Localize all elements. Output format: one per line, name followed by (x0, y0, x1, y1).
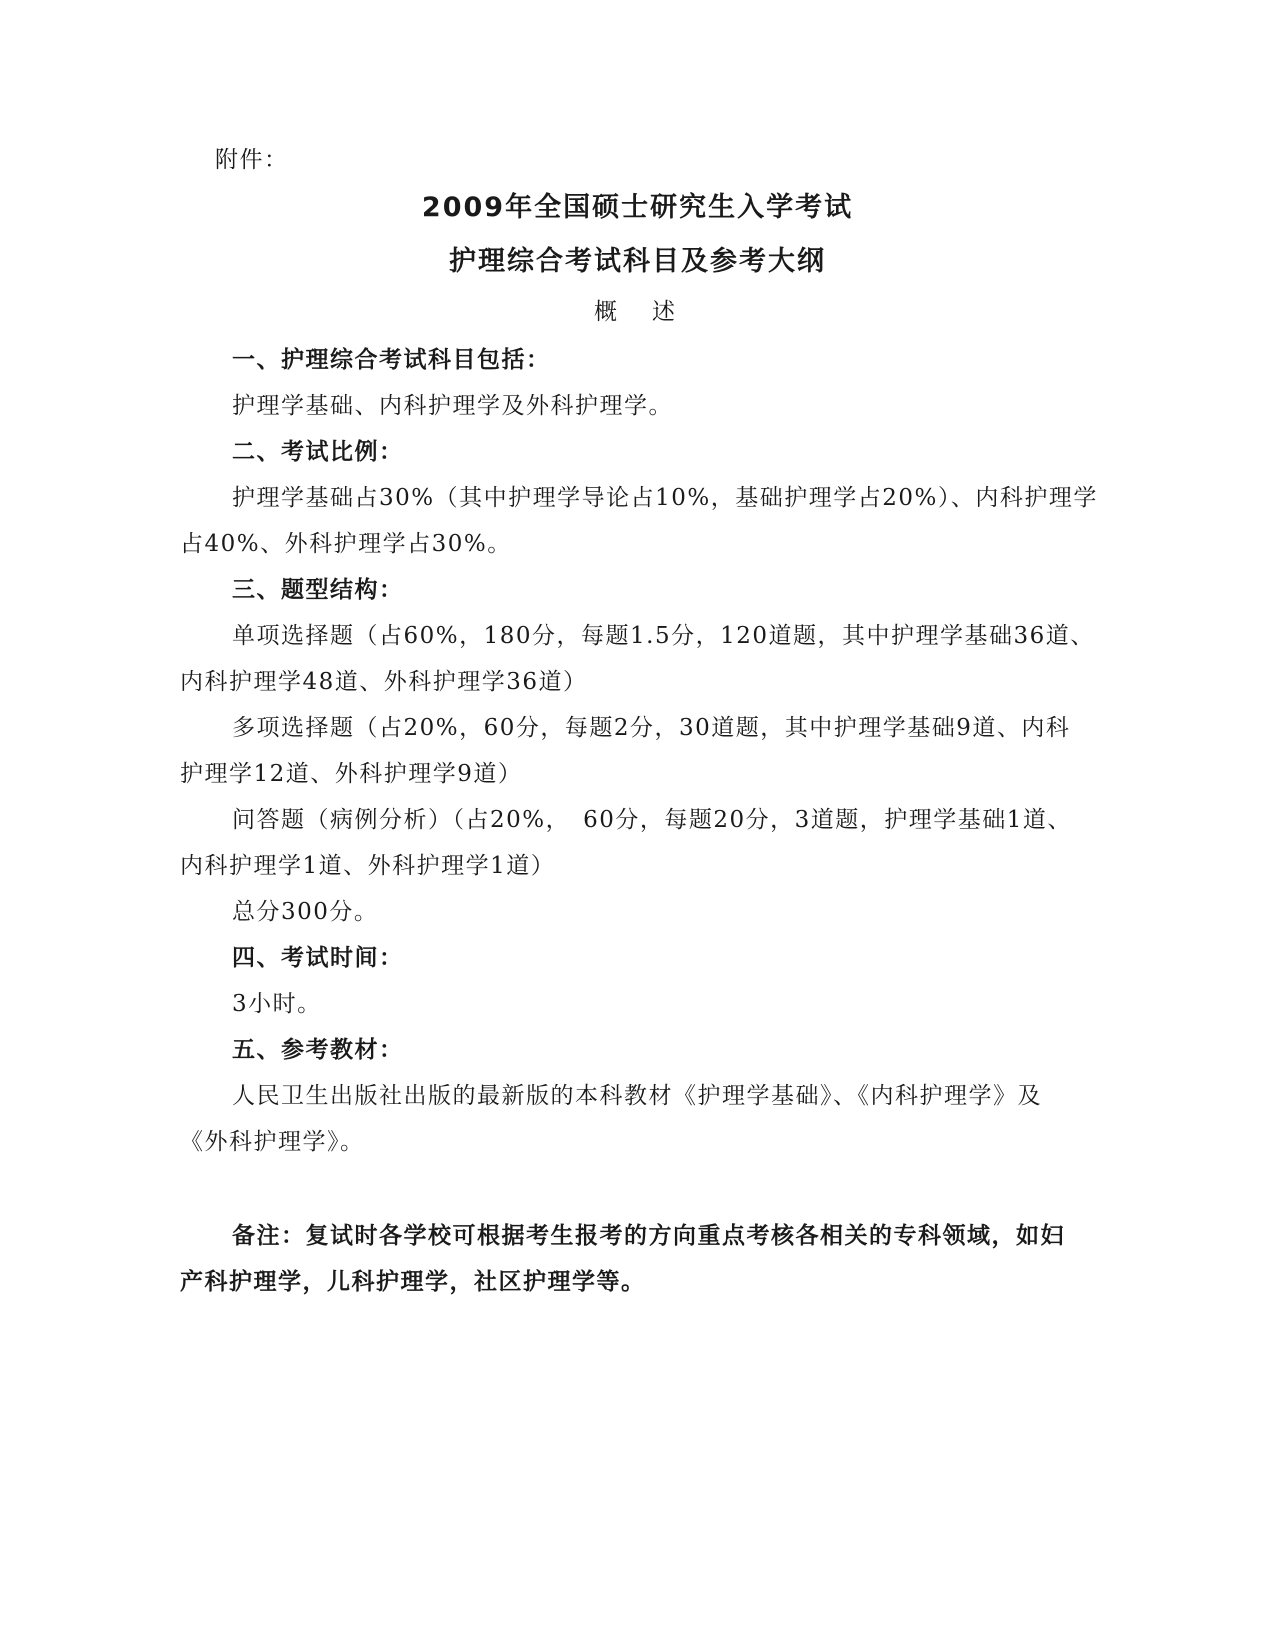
overview-subtitle: 概 述 (594, 299, 681, 325)
multiple-choice-line-2: 护理学12道、外科护理学9道） (180, 761, 523, 787)
document-title-line-1: 2009年全国硕士研究生入学考试 (421, 192, 854, 223)
attachment-label: 附件： (215, 147, 289, 173)
exam-duration: 3小时。 (232, 991, 322, 1017)
section-4-heading: 四、考试时间： (232, 945, 404, 971)
section-5-heading: 五、参考教材： (232, 1037, 404, 1063)
section-1-heading: 一、护理综合考试科目包括： (232, 347, 551, 373)
section-1-text: 护理学基础、内科护理学及外科护理学。 (232, 393, 673, 419)
case-analysis-line-2: 内科护理学1道、外科护理学1道） (180, 853, 556, 879)
single-choice-line-1: 单项选择题（占60%，180分，每题1.5分，120道题，其中护理学基础36道、 (232, 623, 1095, 649)
case-analysis-line-1: 问答题（病例分析）（占20%， 60分，每题20分，3道题，护理学基础1道、 (232, 807, 1072, 833)
note-line-1: 备注：复试时各学校可根据考生报考的方向重点考核各相关的专科领域，如妇 (232, 1223, 1065, 1249)
document-title-line-2: 护理综合考试科目及参考大纲 (449, 246, 826, 277)
section-2-text-line-2: 占40%、外科护理学占30%。 (180, 531, 512, 557)
textbooks-line-2: 《外科护理学》。 (180, 1129, 365, 1155)
section-2-text-line-1: 护理学基础占30%（其中护理学导论占10%，基础护理学占20%）、内科护理学 (232, 485, 1098, 511)
note-line-2: 产科护理学，儿科护理学，社区护理学等。 (180, 1269, 646, 1295)
textbooks-line-1: 人民卫生出版社出版的最新版的本科教材《护理学基础》、《内科护理学》及 (232, 1083, 1042, 1109)
total-score: 总分300分。 (232, 899, 379, 925)
single-choice-line-2: 内科护理学48道、外科护理学36道） (180, 669, 588, 695)
section-3-heading: 三、题型结构： (232, 577, 404, 603)
section-2-heading: 二、考试比例： (232, 439, 404, 465)
multiple-choice-line-1: 多项选择题（占20%，60分，每题2分，30道题，其中护理学基础9道、内科 (232, 715, 1071, 741)
